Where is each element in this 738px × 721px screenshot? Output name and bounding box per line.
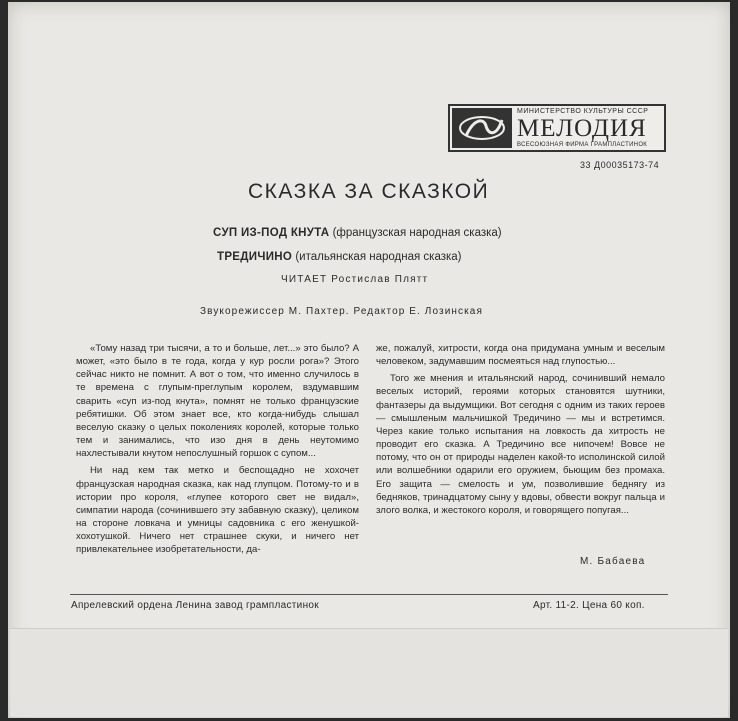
paragraph: же, пожалуй, хитрости, когда она придумана умным и веселым человеком, задумавшим посмеяться над глупостью... (376, 343, 665, 368)
song-name: ТРЕДИЧИНО (217, 251, 293, 263)
logo-text (517, 108, 648, 148)
melodiya-emblem-icon (452, 108, 512, 148)
melodiya-logo (448, 104, 666, 152)
song-title-2 (217, 251, 462, 263)
album-title: СКАЗКА ЗА СКАЗКОЙ (248, 180, 490, 203)
reader-credit: ЧИТАЕТ Ростислав Плятт (281, 274, 429, 285)
paragraph: Ни над кем так метко и беспощадно не хохочет французская народная сказка, как над глупцом. Потому-то и в истории про короля, «глупее которого свет не видал», симпатии народа (сочинившего эту забавную сказку), целиком на стороне ловкача и умницы садовника с его женушкой-хохотушкой. Ничего нет страшнее скуки, и ничего нет привлекательнее изобретательности, да- (76, 465, 359, 556)
song-name: СУП ИЗ-ПОД КНУТА (213, 227, 330, 239)
author-signature: М. Бабаева (580, 556, 646, 567)
text-column-left (76, 342, 359, 557)
paragraph: Того же мнения и итальянский народ, сочинивший немало веселых историй, героями которых становятся шутники, фантазеры да выдумщики. Вот сегодня с одним из таких героев — смышленым мальчишкой Тредичино — мы и встретимся. Через какие только испытания на ловкость да хитрость не проводит его сказка. А Тредичино все нипочем! Вовсе не потому, что он от природы наделен какой-то исполинской силой или волшебники одарили его оружием, бьющим без промаха. Его защита — смелость и ум, позволившие беднягу из бедняков, тринадцатому сыну у вдовы, обвести вокруг пальца и злого волка, и жестокого короля, и говорящего попугая... (376, 373, 665, 516)
paragraph: «Тому назад три тысячи, а то и больше, лет...» это было? А может, «это было в те года, когда у кур росли рога»? Этого сейчас никто не помнит. А вот о том, что именно случилось в те времена с глупым-преглупым королем, вздумавшим сварить «суп из-под кнута», помнят не только французские ребятишки. Об этом знает все, кто когда-нибудь слышал веселую сказку о целых поколениях королей, которые только тем и занимались, что изо дня в день неутомимо нахлестывали кнутом непослушный горшок с супом... (76, 343, 359, 460)
production-credits: Звукорежиссер М. Пахтер. Редактор Е. Лозинская (200, 306, 483, 317)
catalog-number: 33 Д00035173-74 (580, 160, 660, 170)
song-note: (итальянская народная сказка) (292, 251, 462, 263)
logo-name: МЕЛОДИЯ (517, 115, 647, 142)
manufacturer: Апрелевский ордена Ленина завод грампластинок (71, 600, 319, 611)
divider (70, 594, 668, 595)
sleeve-fold (10, 628, 728, 717)
logo-ministry: МИНИСТЕРСТВО КУЛЬТУРЫ СССР (517, 108, 649, 115)
text-column-right (376, 342, 665, 517)
song-title-1 (213, 227, 502, 239)
song-note: (французская народная сказка) (329, 227, 502, 239)
price-info: Арт. 11-2. Цена 60 коп. (533, 600, 645, 611)
logo-subtitle: ВСЕСОЮЗНАЯ ФИРМА ГРАМПЛАСТИНОК (517, 142, 648, 148)
